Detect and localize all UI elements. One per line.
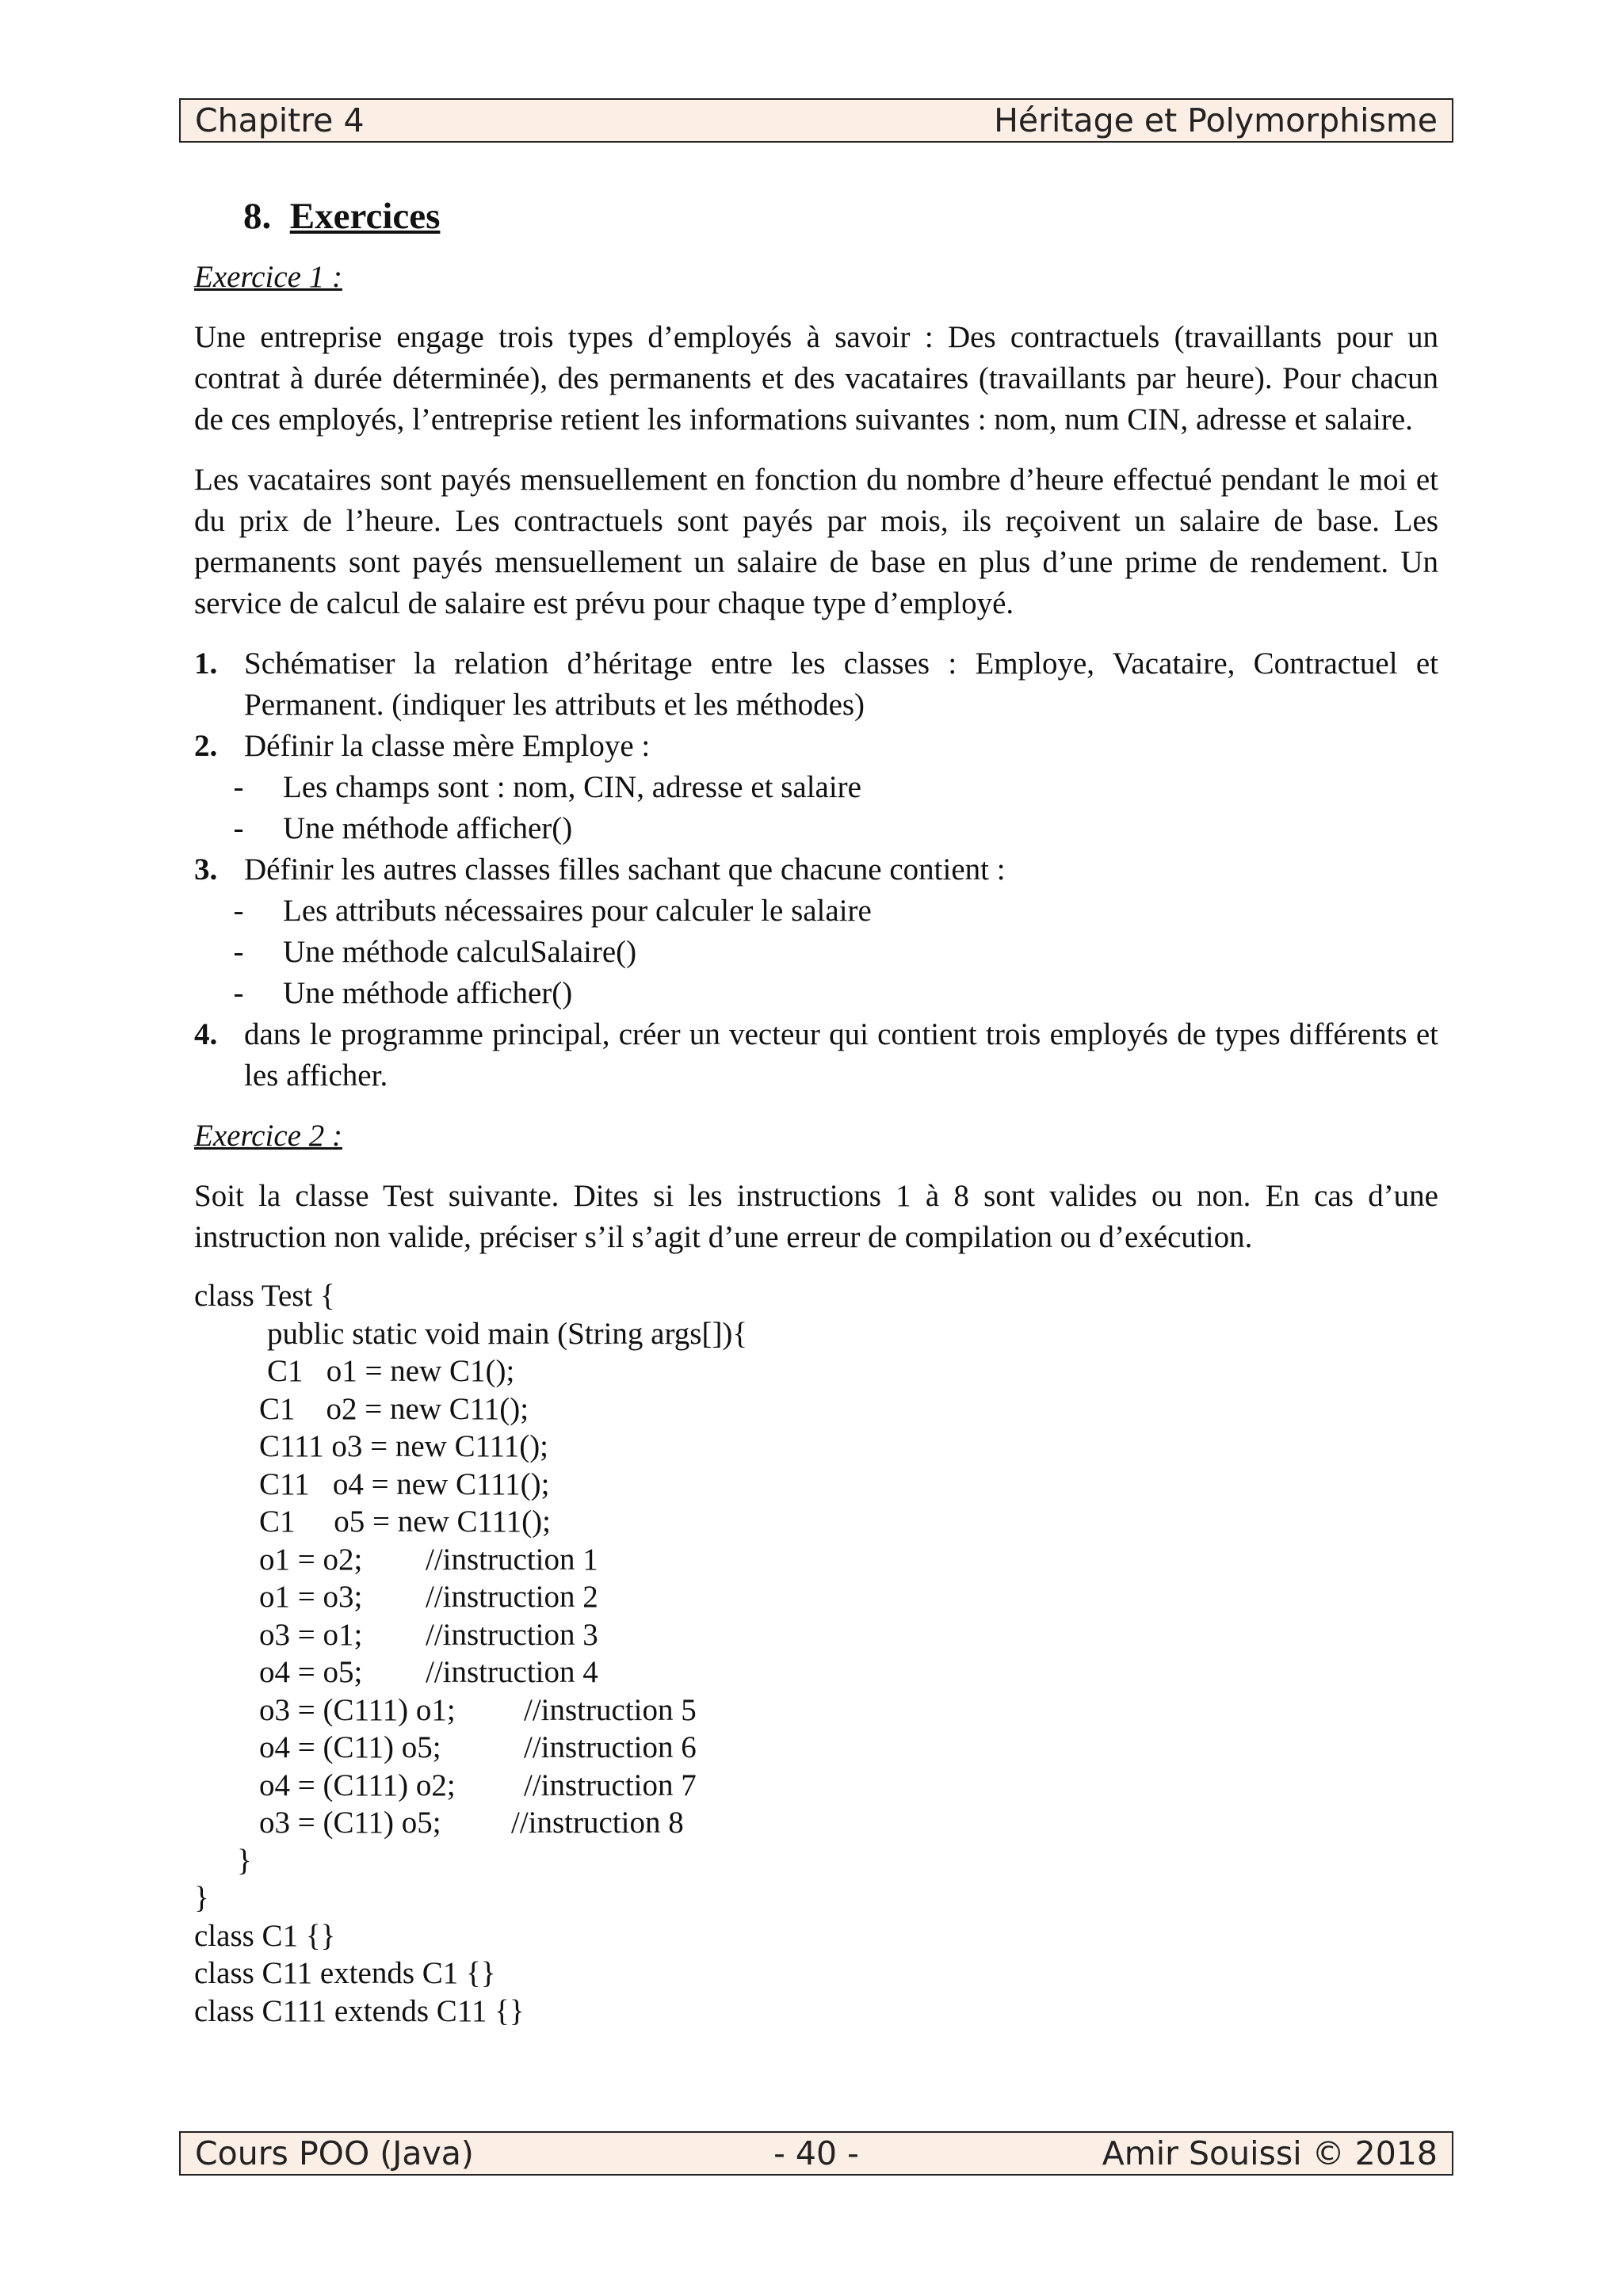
code-statement: o4 = o5; [259,1655,363,1689]
code-comment: //instruction 2 [426,1580,598,1614]
code-statement: o3 = (C11) o5; [259,1806,441,1840]
section-number: 8. [243,196,272,237]
task-number: 2. [194,729,218,763]
section-heading [243,187,1438,246]
code-line [194,1691,1438,1730]
sub-item: - Les champs sont : nom, CIN, adresse et salaire [233,770,861,804]
sub-item: - Les attributs nécessaires pour calculer le salaire [233,894,872,928]
exercise-1-title: Exercice 1 : [194,260,342,294]
code-listing [194,1277,1438,2030]
task-item [194,643,1438,726]
page-content [194,187,1438,2030]
task-item [194,1014,1438,1097]
code-line [194,1541,1438,1579]
code-statement: o4 = (C11) o5; [259,1730,441,1764]
code-line: C11 o4 = new C111(); [259,1466,550,1501]
code-line [194,1616,1438,1654]
task-number: 3. [194,852,218,887]
code-line: public static void main (String args[]){ [267,1316,748,1351]
task-text: Définir les autres classes filles sachant que chacune contient : [244,852,1006,887]
task-item [194,726,1438,849]
code-comment: //instruction 1 [426,1542,598,1577]
code-line: class C111 extends C11 {} [194,1993,525,2028]
code-line: class Test { [194,1279,335,1313]
chapter-title: Héritage et Polymorphisme [994,101,1438,139]
sub-item: - Une méthode afficher() [233,811,573,845]
page-number: - 40 - [773,2134,859,2172]
task-number: 4. [194,1017,218,1051]
sub-item: - Une méthode afficher() [233,976,573,1010]
code-line: C1 o1 = new C1(); [267,1354,515,1388]
task-number: 1. [194,646,218,681]
task-text: dans le programme principal, créer un vecteur qui contient trois employés de types différents et les afficher. [244,1017,1438,1093]
author-copyright: Amir Souissi © 2018 [1102,2134,1438,2172]
code-comment: //instruction 6 [524,1730,697,1764]
code-line: C1 o5 = new C111(); [259,1505,551,1539]
task-item [194,849,1438,1014]
task-text: Schématiser la relation d’héritage entre les classes : Employe, Vacataire, Contractuel et Permanent. (indiquer les attributs et les méthodes) [244,646,1438,722]
code-line: } [237,1843,252,1878]
code-line: C111 o3 = new C111(); [259,1429,549,1463]
code-statement: o3 = (C111) o1; [259,1692,456,1727]
task-text: Définir la classe mère Employe : [244,729,651,763]
code-comment: //instruction 3 [426,1617,598,1652]
code-statement: o1 = o2; [259,1542,363,1577]
code-line: } [194,1881,209,1915]
section-title: Exercices [289,196,441,237]
code-line [194,1767,1438,1805]
code-statement: o1 = o3; [259,1580,363,1614]
code-comment: //instruction 5 [524,1692,697,1727]
page-header [179,98,1453,143]
exercise-2-paragraph: Soit la classe Test suivante. Dites si les instructions 1 à 8 sont valides ou non. En cas d’une instruction non valide, préciser s’il s’agit d’une erreur de compilation ou d’exécution. [194,1179,1438,1254]
code-line: class C11 extends C1 {} [194,1956,496,1990]
code-line: class C1 {} [194,1918,336,1953]
chapter-label: Chapitre 4 [195,101,365,139]
code-comment: //instruction 4 [426,1655,598,1689]
code-statement: o4 = (C111) o2; [259,1768,456,1802]
course-label: Cours POO (Java) [195,2134,474,2172]
code-line [194,1804,1438,1842]
code-statement: o3 = o1; [259,1617,363,1652]
sub-item: - Une méthode calculSalaire() [233,935,637,969]
code-line: C1 o2 = new C11(); [259,1391,529,1426]
code-line [194,1653,1438,1691]
code-line [194,1578,1438,1616]
exercise-1-paragraph-2: Les vacataires sont payés mensuellement en fonction du nombre d’heure effectué pendant le moi et du prix de l’heure. Les contractuels sont payés par mois, ils reçoivent un salaire de base. Les permanents sont payés mensuellement un salaire de base en plus d’une prime de rendement. Un service de calcul de salaire est prévu pour chaque type d’employé. [194,463,1438,620]
code-comment: //instruction 8 [511,1806,684,1840]
code-line [194,1729,1438,1767]
exercise-1-paragraph-1: Une entreprise engage trois types d’employés à savoir : Des contractuels (travaillants pour un contrat à durée déterminée), des permanents et des vacataires (travaillants par heure). Pour chacun de ces employés, l’entreprise retient les informations suivantes : nom, num CIN, adresse et salaire. [194,320,1438,437]
exercise-2-title: Exercice 2 : [194,1119,342,1153]
page-footer [179,2131,1453,2176]
code-comment: //instruction 7 [524,1768,697,1802]
exercise-1-task-list [194,643,1438,1097]
